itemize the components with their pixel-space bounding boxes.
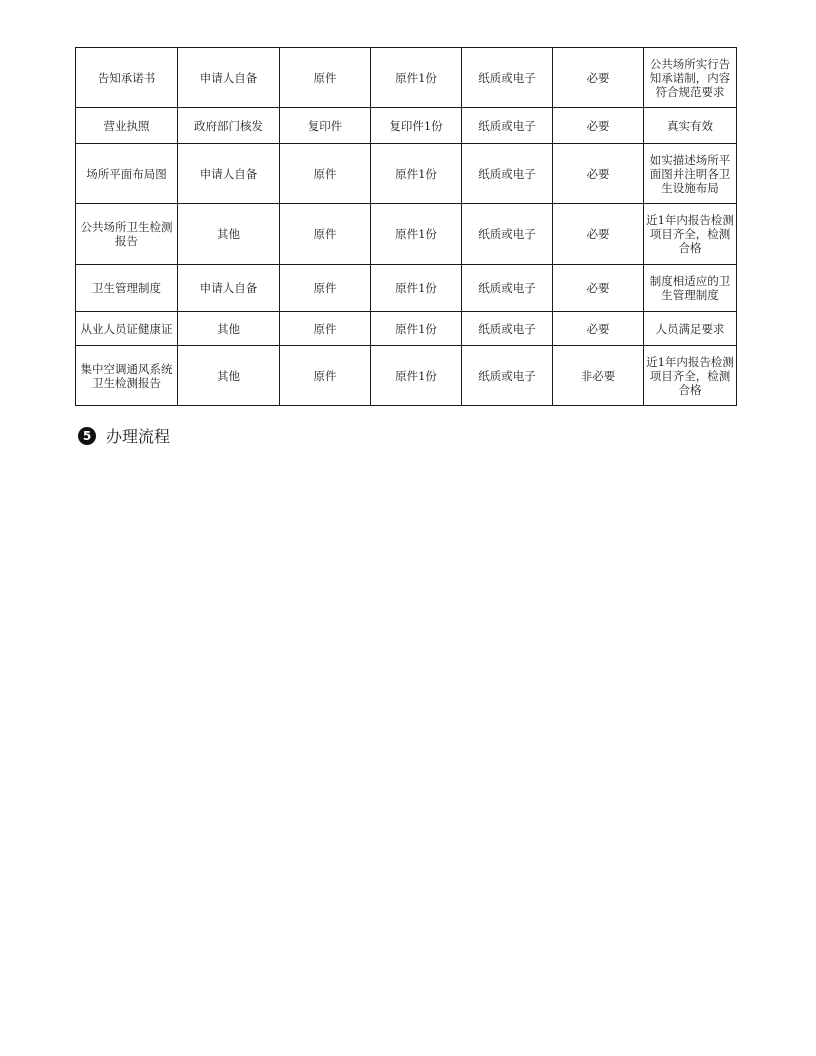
table-row xyxy=(76,312,737,346)
material-necessity-cell: 必要 xyxy=(553,108,644,144)
material-type-cell: 原件 xyxy=(280,48,371,108)
table-row xyxy=(76,346,737,406)
material-source-cell: 其他 xyxy=(178,312,280,346)
material-requirement-cell: 近1年内报告检测项目齐全，检测合格 xyxy=(644,346,737,406)
material-count-cell: 原件1份 xyxy=(371,312,462,346)
material-source-cell: 其他 xyxy=(178,346,280,406)
material-necessity-cell: 必要 xyxy=(553,265,644,312)
table-row xyxy=(76,265,737,312)
material-requirement-cell: 制度相适应的卫生管理制度 xyxy=(644,265,737,312)
material-form-cell: 纸质或电子 xyxy=(462,265,553,312)
material-form-cell: 纸质或电子 xyxy=(462,312,553,346)
material-necessity-cell: 必要 xyxy=(553,144,644,204)
material-name-cell: 从业人员证健康证 xyxy=(76,312,178,346)
section-heading xyxy=(78,424,170,447)
material-source-cell: 申请人自备 xyxy=(178,144,280,204)
material-type-cell: 原件 xyxy=(280,144,371,204)
material-count-cell: 原件1份 xyxy=(371,144,462,204)
material-type-cell: 原件 xyxy=(280,265,371,312)
table-row xyxy=(76,144,737,204)
material-type-cell: 原件 xyxy=(280,346,371,406)
material-source-cell: 申请人自备 xyxy=(178,265,280,312)
material-type-cell: 复印件 xyxy=(280,108,371,144)
material-source-cell: 申请人自备 xyxy=(178,48,280,108)
material-necessity-cell: 必要 xyxy=(553,312,644,346)
material-requirement-cell: 人员满足要求 xyxy=(644,312,737,346)
material-form-cell: 纸质或电子 xyxy=(462,144,553,204)
material-necessity-cell: 必要 xyxy=(553,48,644,108)
material-necessity-cell: 非必要 xyxy=(553,346,644,406)
material-source-cell: 政府部门核发 xyxy=(178,108,280,144)
table-row xyxy=(76,108,737,144)
material-count-cell: 原件1份 xyxy=(371,48,462,108)
table-row xyxy=(76,48,737,108)
material-type-cell: 原件 xyxy=(280,312,371,346)
material-source-cell: 其他 xyxy=(178,204,280,265)
material-type-cell: 原件 xyxy=(280,204,371,265)
material-name-cell: 场所平面布局图 xyxy=(76,144,178,204)
material-count-cell: 原件1份 xyxy=(371,204,462,265)
material-name-cell: 集中空调通风系统卫生检测报告 xyxy=(76,346,178,406)
material-count-cell: 复印件1份 xyxy=(371,108,462,144)
material-necessity-cell: 必要 xyxy=(553,204,644,265)
material-form-cell: 纸质或电子 xyxy=(462,204,553,265)
material-name-cell: 告知承诺书 xyxy=(76,48,178,108)
materials-table xyxy=(75,47,737,406)
material-requirement-cell: 真实有效 xyxy=(644,108,737,144)
material-name-cell: 卫生管理制度 xyxy=(76,265,178,312)
material-form-cell: 纸质或电子 xyxy=(462,48,553,108)
material-requirement-cell: 如实描述场所平面图并注明各卫生设施布局 xyxy=(644,144,737,204)
material-count-cell: 原件1份 xyxy=(371,346,462,406)
material-requirement-cell: 近1年内报告检测项目齐全，检测合格 xyxy=(644,204,737,265)
material-form-cell: 纸质或电子 xyxy=(462,108,553,144)
section-title: 办理流程 xyxy=(106,427,171,446)
material-count-cell: 原件1份 xyxy=(371,265,462,312)
material-requirement-cell: 公共场所实行告知承诺制，内容符合规范要求 xyxy=(644,48,737,108)
section-number-badge: 5 xyxy=(78,427,96,445)
table-row xyxy=(76,204,737,265)
material-name-cell: 营业执照 xyxy=(76,108,178,144)
material-form-cell: 纸质或电子 xyxy=(462,346,553,406)
material-name-cell: 公共场所卫生检测报告 xyxy=(76,204,178,265)
